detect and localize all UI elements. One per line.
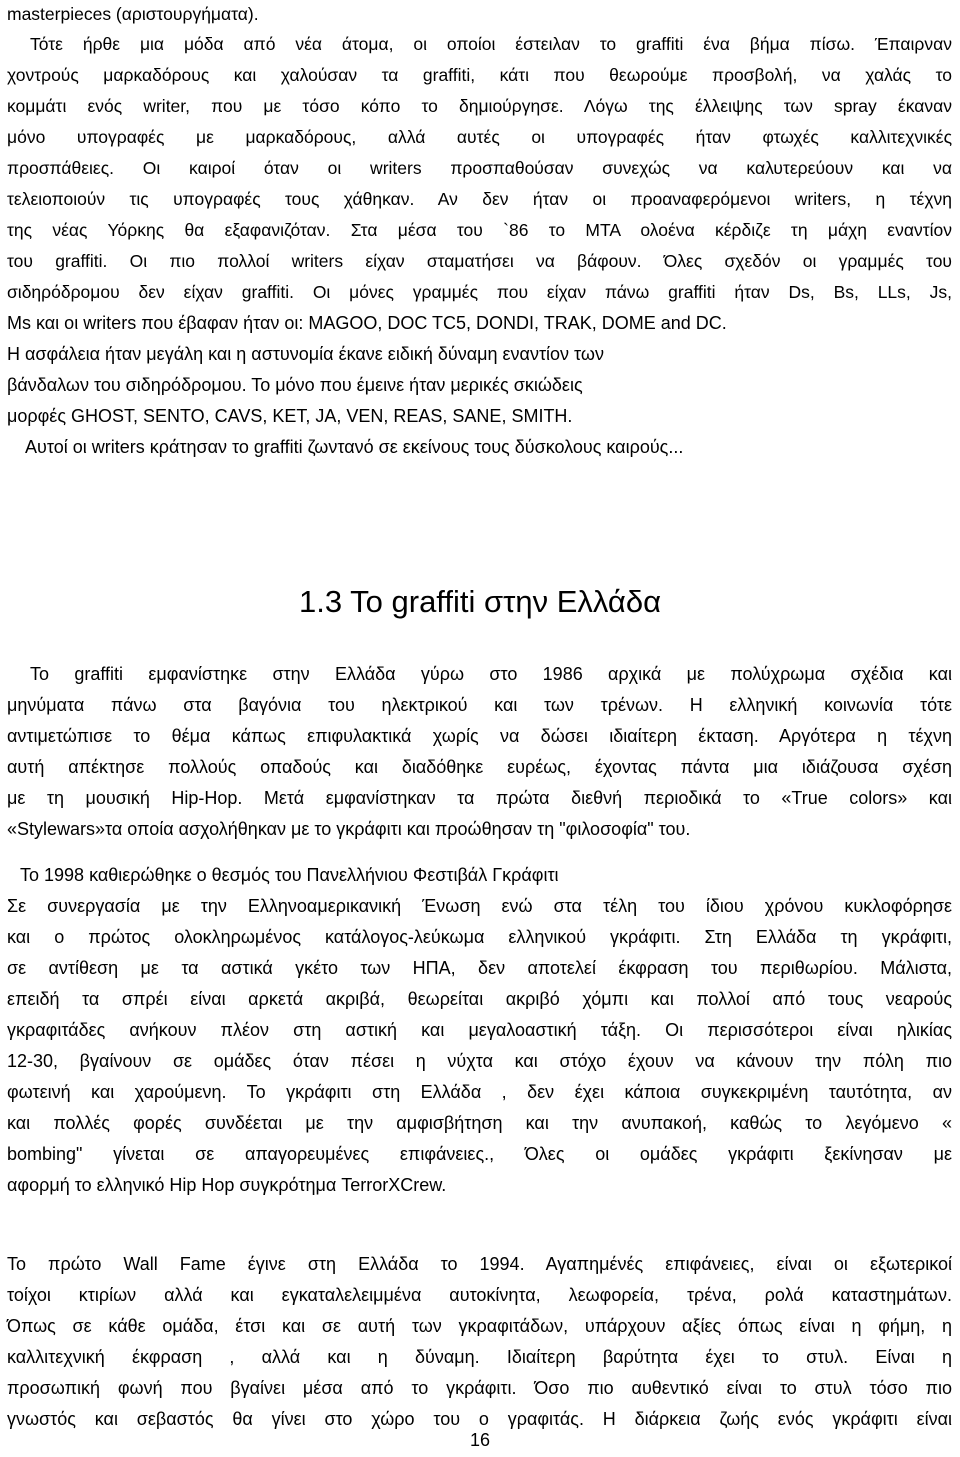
text-line: masterpieces (αριστουργήματα). xyxy=(7,4,259,24)
text-line: «Stylewars»τα οποία ασχολήθηκαν με το γκράφιτι και προώθησαν τη "φιλοσοφία" του. xyxy=(7,819,691,839)
text-line: του graffiti. Οι πιο πολλοί writers είχαν σταματήσει να βάφουν. Όλες σχεδόν οι γραμμές του xyxy=(7,251,952,271)
text-line: τελειοποιούν τις υπογραφές τους χάθηκαν. Αν δεν ήταν οι προαναφερόμενοι writers, η τέχνη xyxy=(7,189,952,209)
text-line: τοίχοι κτιρίων αλλά και εγκαταλελειμμένα αυτοκίνητα, λεωφορεία, τρένα, ρολά καταστημάτων. xyxy=(7,1285,952,1305)
text-line: χοντρούς μαρκαδόρους και χαλούσαν τα graffiti, κάτι που θεωρούμε προσβολή, να χαλάς το xyxy=(7,65,952,85)
text-line: προσπάθειες. Οι καιροί όταν οι writers προσπαθούσαν συνεχώς να καλυτερεύουν και να xyxy=(7,158,952,178)
text-line: Ms και οι writers που έβαφαν ήταν οι: MAGOO, DOC TC5, DONDI, TRAK, DOME and DC. xyxy=(7,313,727,333)
text-line: Τότε ήρθε μια μόδα από νέα άτομα, οι οποίοι έστειλαν το graffiti ένα βήμα πίσω. Έπαιρναν xyxy=(30,34,952,54)
text-line: με τη μουσική Hip-Hop. Μετά εμφανίστηκαν τα πρώτα διεθνή περιοδικά το «True colors» και xyxy=(7,788,952,808)
text-line: φωτεινή και χαρούμενη. Το γκράφιτι στη Ελλάδα , δεν έχει κάποια συγκεκριμένη ταυτότητα, αν xyxy=(7,1082,952,1102)
text-line: μόνο υπογραφές με μαρκαδόρους, αλλά αυτές οι υπογραφές ήταν φτωχές καλλιτεχνικές xyxy=(7,127,952,147)
text-line: σε αντίθεση με τα αστικά γκέτο των ΗΠΑ, δεν αποτελεί έκφραση του περιθωρίου. Μάλιστα, xyxy=(7,958,952,978)
text-line: προσωπική φωνή που βγαίνει μέσα από το γκράφιτι. Όσο πιο αυθεντικό είναι το στυλ τόσο πιο xyxy=(7,1378,952,1398)
text-line: καλλιτεχνική έκφραση , αλλά και η δύναμη. Ιδιαίτερη βαρύτητα έχει το στυλ. Είναι η xyxy=(7,1347,952,1367)
text-line: σιδηρόδρομου δεν είχαν graffiti. Οι μόνες γραμμές που είχαν πάνω graffiti ήταν Ds, Bs, LLs, Js, xyxy=(7,282,952,302)
text-line: της νέας Υόρκης θα εξαφανιζόταν. Στα μέσα του `86 το MTA ολοένα κέρδιζε τη μάχη εναντίον xyxy=(7,220,952,240)
text-line: Το 1998 καθιερώθηκε ο θεσμός του Πανελλήνιου Φεστιβάλ Γκράφιτι xyxy=(20,865,559,885)
text-line: γνωστός και σεβαστός θα γίνει στο χώρο του ο γραφιτάς. Η διάρκεια ζωής ενός γκράφιτι είναι xyxy=(7,1409,952,1429)
text-line: γκραφιτάδες ανήκουν πλέον στη αστική και μεγαλοαστική τάξη. Οι περισσότεροι είναι ηλικίας xyxy=(7,1020,952,1040)
text-line: Αυτοί οι writers κράτησαν το graffiti ζωντανό σε εκείνους τους δύσκολους καιρούς... xyxy=(25,437,684,457)
text-line: bombing" γίνεται σε απαγορευμένες επιφάνειες., Όλες οι ομάδες γκράφιτι ξεκίνησαν με xyxy=(7,1144,952,1164)
text-line: αφορμή το ελληνικό Hip Hop συγκρότημα TerrorXCrew. xyxy=(7,1175,447,1195)
text-line: Το πρώτο Wall Fame έγινε στη Ελλάδα το 1994. Αγαπημένές επιφάνειες, είναι οι εξωτερικοί xyxy=(7,1254,952,1274)
text-line: Η ασφάλεια ήταν μεγάλη και η αστυνομία έκανε ειδική δύναμη εναντίον των xyxy=(7,344,604,364)
page-number: 16 xyxy=(469,1430,491,1450)
text-line: Το graffiti εμφανίστηκε στην Ελλάδα γύρω στο 1986 αρχικά με πολύχρωμα σχέδια και xyxy=(30,664,952,684)
section-heading: 1.3 Το graffiti στην Ελλάδα xyxy=(298,584,662,619)
text-line: Όπως σε κάθε ομάδα, έτσι και σε αυτή των γκραφιτάδων, υπάρχουν αξίες όπως είναι η φήμη, η xyxy=(7,1316,952,1336)
text-line: επειδή τα σπρέι είναι αρκετά ακριβά, θεωρείται ακριβό χόμπι και πολλοί από τους νεαρούς xyxy=(7,989,952,1009)
text-line: κομμάτι ενός writer, που με τόσο κόπο το δημιούργησε. Λόγω της έλλειψης των spray έκαναν xyxy=(7,96,952,116)
text-line: βάνδαλων του σιδηρόδρομου. Το μόνο που έμεινε ήταν μερικές σκιώδεις xyxy=(7,375,583,395)
text-line: και ο πρώτος ολοκληρωμένος κατάλογος-λεύκωμα ελληνικού γκράφιτι. Στη Ελλάδα τη γκράφιτι, xyxy=(7,927,952,947)
text-line: αυτή απέκτησε πολλούς οπαδούς και διαδόθηκε ευρέως, έχοντας πάντα μια ιδιάζουσα σχέση xyxy=(7,757,952,777)
text-line: μηνύματα πάνω στα βαγόνια του ηλεκτρικού και των τρένων. Η ελληνική κοινωνία τότε xyxy=(7,695,952,715)
text-line: Σε συνεργασία με την Ελληνοαμερικανική Ένωση ενώ στα τέλη του ίδιου χρόνου κυκλοφόρησε xyxy=(7,896,952,916)
text-line: μορφές GHOST, SENTO, CAVS, KET, JA, VEN, REAS, SANE, SMITH. xyxy=(7,406,573,426)
text-line: και πολλές φορές συνδέεται με την αμφισβήτηση και την ανυπακοή, καθώς το λεγόμενο « xyxy=(7,1113,952,1133)
text-line: 12-30, βγαίνουν σε ομάδες όταν πέσει η νύχτα και στόχο έχουν να κάνουν την πόλη πιο xyxy=(7,1051,952,1071)
text-line: αντιμετώπισε το θέμα κάπως επιφυλακτικά χωρίς να δώσει ιδιαίτερη έκταση. Αργότερα η τέχνη xyxy=(7,726,952,746)
